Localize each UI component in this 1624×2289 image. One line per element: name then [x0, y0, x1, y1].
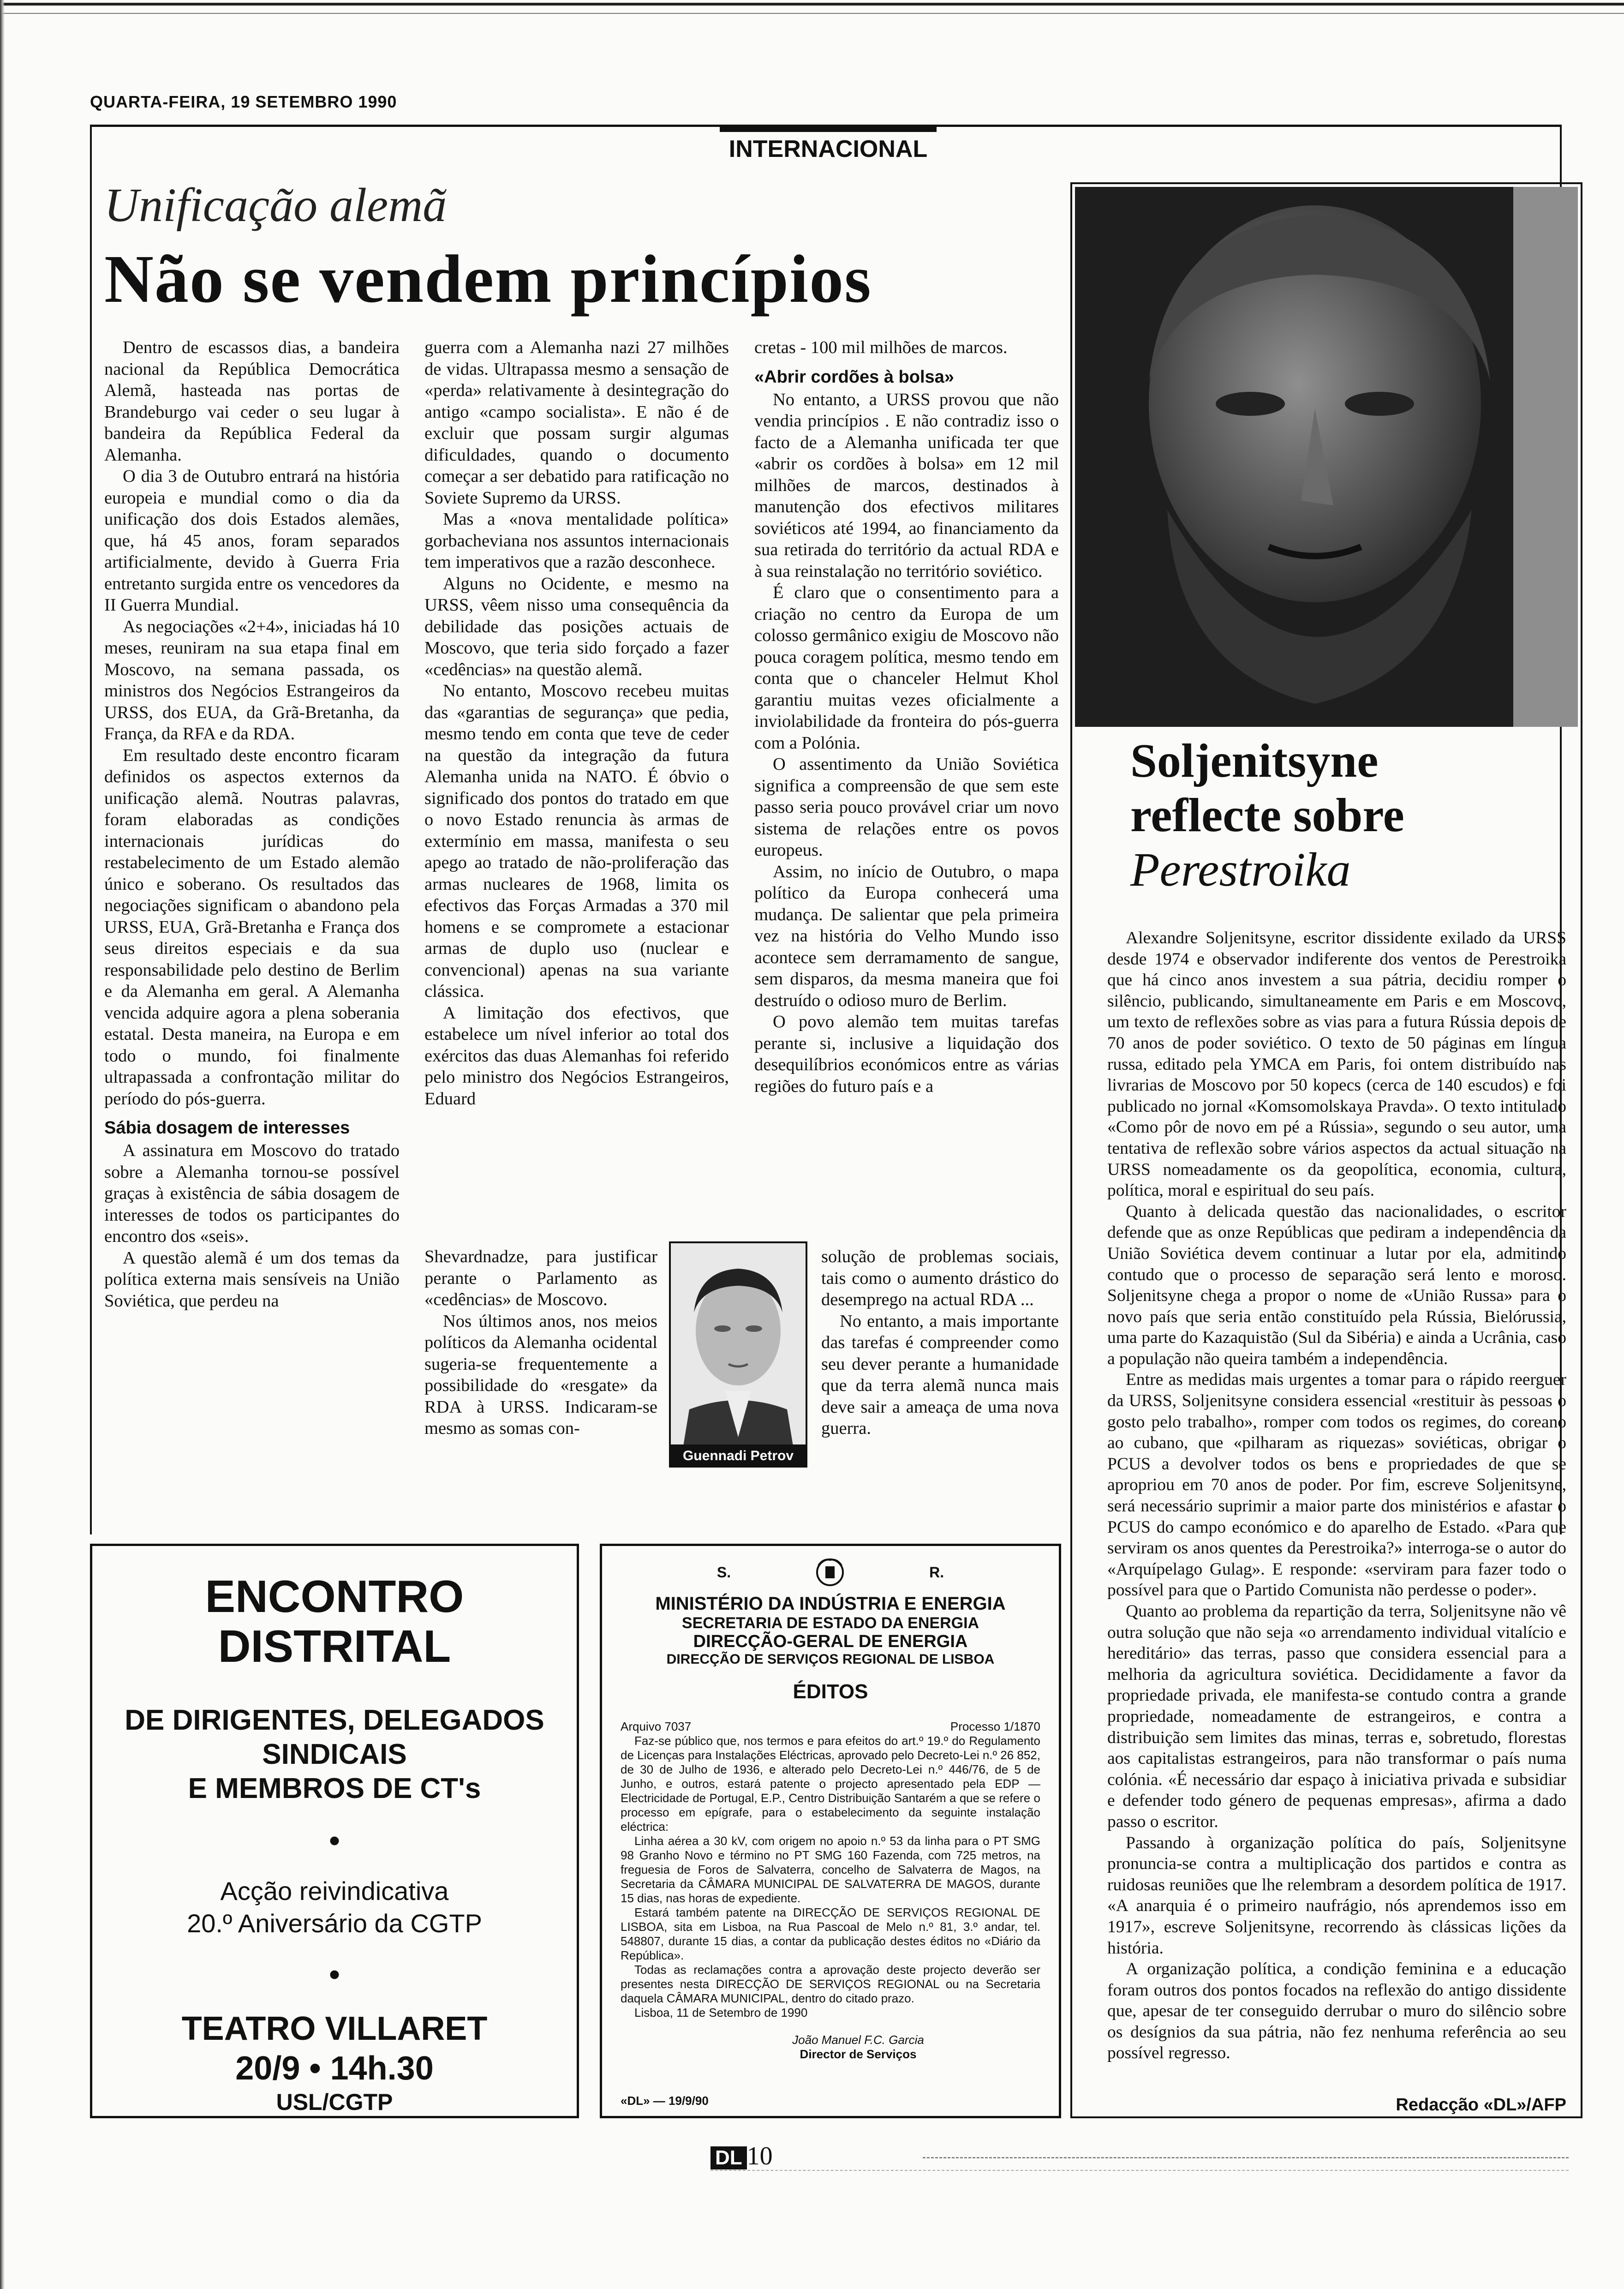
portrait-photo-soljenitsyne	[1075, 187, 1578, 727]
paragraph: Mas a «nova mentalidade política» gorbacheviana nos assuntos internacionais tem imperativos que a razão desconhece.	[424, 509, 729, 572]
scan-edge	[0, 0, 5, 2289]
paragraph: Alexandre Soljenitsyne, escritor dissidente exilado da URSS desde 1974 e observador indiferente dos ventos de Perestroika que há cinco anos investem a sua pátria, decidiu romper o silêncio, publicando, simultaneamente em Paris e em Moscovo, um texto de reflexões sobre as vias para a futura Rússia depois de 70 anos de poder soviético. O texto de 50 páginas em língua russa, editado pela YMCA em Paris, foi ontem distribuído nas livrarias de Moscovo por 50 kopecs (cerca de 140 escudos) e foi publicado no jornal «Komsomolskaya Pravda». O texto intitulado «Como pôr de novo em pé a Rússia», segundo o seu autor, uma tentativa de reflexão sobre vários aspectos da actual situação na URSS nomeadamente os da geopolítica, economia, cultura, política, moral e espiritual do seu país.	[1107, 929, 1566, 1200]
emblem-row	[602, 1556, 1059, 1588]
page-number-value: 10	[746, 2142, 773, 2170]
signer-role: Director de Serviços	[800, 2047, 917, 2061]
scan-noise	[923, 2151, 1569, 2158]
article-column-1	[104, 337, 400, 1312]
signer-name: João Manuel F.C. Garcia	[792, 2033, 924, 2047]
ad-title-line: DISTRITAL	[218, 1621, 451, 1672]
notice-body	[621, 1734, 1040, 2020]
paragraph: No entanto, a mais importante das tarefas é compreender como seu dever perante a humanidade que da terra alemã nunca mais deve sair a ameaça de uma nova guerra.	[821, 1311, 1059, 1438]
process-number: Processo 1/1870	[950, 1720, 1040, 1733]
paragraph: Dentro de escassos dias, a bandeira nacional da República Democrática Alemã, hasteada nas portas de Brandeburgo vai ceder o seu lugar à bandeira da República Federal da Alemanha.	[104, 338, 400, 465]
ad-editos	[600, 1544, 1061, 2118]
paragraph: solução de problemas sociais, tais como o aumento drástico do desemprego na actual RDA ...	[821, 1247, 1059, 1309]
paragraph: O assentimento da União Soviética significa a compreensão de que sem este passo seria pouco provável criar um novo sistema de relações entre os povos europeus.	[754, 755, 1059, 860]
bullet-icon: •	[328, 1822, 340, 1858]
paragraph: Nos últimos anos, nos meios políticos da Alemanha ocidental sugeria-se frequentemente a possibilidade do «resgate» da RDA à URSS. Indicaram-se mesmo as somas con-	[424, 1311, 657, 1438]
ad-venue-name: TEATRO VILLARET	[181, 2010, 488, 2047]
paragraph: Quanto ao problema da repartição da terra, Soljenitsyne não vê outra solução que não seja «o arrendamento individual vitalício e hereditário» das terras, passo que considera essencial para a melhoria da agricultura soviética. Decididamente a favor da propriedade privada, ele manifesta-se contudo contra a grande propriedade, nomeadamente de estrangeiros, e contra a distribuição sem limites das minas, terras e, sobretudo, florestas aos capitalistas estrangeiros, para não transformar o país numa colónia. «É necessário dar espaço à iniciativa privada e subsidiar e defender todo género de pequenas empresas», afirma a dado passo o escritor.	[1107, 1602, 1566, 1831]
ad-title	[92, 1571, 577, 1671]
paragraph: Quanto à delicada questão das nacionalidades, o escritor defende que as onze Repúblicas que pediram a independência da União Soviética devem continuar a lutar por ela, admitindo contudo que o processo de separação será lento e moroso. Soljenitsyne chega a propor o nome de «União Russa» para o novo país que seria então constituído pela Rússia, Bielórussia, uma parte do Kazaquistão (Sul da Sibéria) e ainda a Ucrânia, caso a população não queira também a independência.	[1107, 1202, 1566, 1368]
service-name: DIRECÇÃO DE SERVIÇOS REGIONAL DE LISBOA	[666, 1652, 995, 1667]
ad-subtitle-line: SINDICAIS	[262, 1738, 407, 1770]
ad-organizer: USL/CGTP	[276, 2089, 393, 2115]
publication-ref: «DL» — 19/9/90	[621, 2094, 709, 2108]
emblem-letter: S.	[716, 1564, 731, 1581]
paragraph: O dia 3 de Outubro entrará na história europeia e mundial como o dia da unificação dos dois Estados alemães, que, há 45 anos, foram separados artificialmente, devido à Guerra Fria entretanto surgida entre os vencedores da II Guerra Mundial.	[104, 467, 400, 615]
notice-title: ÉDITOS	[793, 1680, 868, 1703]
paragraph: Alguns no Ocidente, e mesmo na URSS, vêem nisso uma consequência da debilidade das posições actuais de Moscovo, que teria sido forçado a fazer «cedências» na questão alemã.	[424, 574, 729, 679]
portrait-image	[671, 1243, 806, 1466]
sidebar-title-line: Soljenitsyne	[1130, 734, 1379, 787]
ad-agenda-line: 20.º Aniversário da CGTP	[187, 1909, 482, 1938]
paragraph: guerra com a Alemanha nazi 27 milhões de vidas. Ultrapassa mesmo a sensação de «perda» relativamente à desintegração do antigo «campo socialista». E não é de excluir que possam surgir algumas dificuldades, quando o documento começar a ser debatido para ratificação no Soviete Supremo da URSS.	[424, 338, 729, 508]
sidebar-title-line: Perestroika	[1130, 843, 1351, 896]
paragraph: A limitação dos efectivos, que estabelece um nível inferior ao total dos exércitos das duas Alemanhas foi referido pelo ministro dos Negócios Estrangeiros, Eduard	[424, 1003, 729, 1109]
article-column-2-lower	[424, 1246, 657, 1439]
scan-noise	[710, 2169, 1569, 2171]
subheading: Sábia dosagem de interesses	[104, 1118, 350, 1138]
newspaper-logo: DL	[710, 2146, 747, 2169]
ad-subtitle-line: E MEMBROS DE CT's	[188, 1773, 481, 1804]
sidebar-credit: Redacção «DL»/AFP	[1396, 2095, 1566, 2115]
directorate-name: DIRECÇÃO-GERAL DE ENERGIA	[693, 1632, 968, 1651]
paragraph: Lisboa, 11 de Setembro de 1990	[634, 2006, 808, 2019]
ad-encontro-distrital	[90, 1544, 579, 2118]
file-reference	[621, 1720, 1040, 1734]
ad-title-line: ENCONTRO	[205, 1571, 464, 1622]
portrait-photo-petrov	[669, 1241, 807, 1468]
ministry-name: MINISTÉRIO DA INDÚSTRIA E ENERGIA	[655, 1594, 1006, 1614]
paragraph: Em resultado deste encontro ficaram definidos os aspectos externos da unificação alemã. Noutras palavras, foram elaboradas as condições internacionais jurídicas do restabelecimento de um Estado alemão único e soberano. Os resultados das negociações significam o abandono pela URSS, EUA, Grã-Bretanha e França dos seus direitos especiais e da sua responsabilidade pelo destino de Berlim e da Alemanha em geral. A Alemanha vencida adquire agora a plena soberania estatal. Desta maneira, na Europa e em todo o mundo, foi finalmente ultrapassada a confrontação militar do período do pós-guerra.	[104, 745, 400, 1109]
paragraph: Assim, no início de Outubro, o mapa político da Europa conhecerá uma mudança. De salientar que pela primeira vez na história do Velho Mundo isso acontece sem derramamento de sangue, sem disparos, da mesma maneira que foi destruído o odioso muro de Berlim.	[754, 862, 1059, 1010]
article-column-2	[424, 337, 729, 1109]
paragraph: A questão alemã é um dos temas da política externa mais sensíveis na União Soviética, que perdeu na	[104, 1248, 400, 1311]
paragraph: cretas - 100 mil milhões de marcos.	[754, 338, 1008, 357]
paragraph: A assinatura em Moscovo do tratado sobre a Alemanha tornou-se possível graças à existência de sábia dosagem de interesses de todos os participantes do encontro dos «seis».	[104, 1141, 400, 1246]
archive-number: Arquivo 7037	[621, 1720, 692, 1733]
paragraph: As negociações «2+4», iniciadas há 10 meses, reuniram na sua etapa final em Moscovo, na semana passada, os ministros dos Negócios Estrangeiros da URSS, dos EUA, da Grã-Bretanha, da França, da RFA e da RDA.	[104, 617, 400, 743]
portrait-image	[1075, 187, 1578, 727]
paragraph: Shevardnadze, para justificar perante o Parlamento as «cedências» de Moscovo.	[424, 1247, 657, 1309]
article-kicker: Unificação alemã	[104, 179, 447, 232]
photo-caption: Guennadi Petrov	[669, 1444, 807, 1468]
ad-subtitle	[92, 1703, 577, 1806]
ad-venue	[92, 2009, 577, 2088]
article-column-3	[754, 337, 1059, 1097]
page-number	[710, 2141, 773, 2171]
paragraph: No entanto, a URSS provou que não vendia princípios . E não contradiz isso o facto de a Alemanha unificada ter que «abrir os cordões à bolsa» em 12 mil milhões de marcos, destinados à manutenção dos efectivos militares soviéticos até 1994, ao financiamento da sua retirada do território da actual RDA e à sua reinstalação no território soviético.	[754, 389, 1059, 581]
section-label: INTERNACIONAL	[720, 125, 937, 174]
paragraph: É claro que o consentimento para a criação no centro da Europa de um colosso germânico exigiu de Moscovo não pouca coragem política, mesmo tendo em conta que o chanceler Helmut Khol garantiu muitas vezes oficialmente a inviolabilidade da fronteira do pós-guerra com a Polónia.	[754, 583, 1059, 753]
coat-of-arms-icon	[814, 1556, 846, 1588]
paragraph: Faz-se público que, nos termos e para efeitos do art.º 19.º do Regulamento de Licenças para Instalações Eléctricas, aprovado pelo Decreto-Lei n.º 26 852, de 30 de Julho de 1936, e alterado pelo Decreto-Lei n.º 446/76, de 5 de Junho, e outros, estará patente o projecto apresentado pela EDP — Electricidade de Portugal, E.P., Centro Distribuição Santarém a que se refere o processo em epígrafe, para o estabelecimento da seguinte instalação eléctrica:	[621, 1734, 1040, 1834]
emblem-letter: R.	[929, 1564, 944, 1581]
ad-agenda	[92, 1875, 577, 1940]
paragraph: O povo alemão tem muitas tarefas perante si, inclusive a liquidação dos desequilíbrios económicos entre as várias regiões do futuro país e a	[754, 1012, 1059, 1096]
ad-venue-time: 20/9 • 14h.30	[235, 2050, 434, 2087]
bullet-icon: •	[328, 1956, 340, 1992]
sidebar-headline	[1130, 734, 1404, 897]
paragraph: Todas as reclamações contra a aprovação deste projecto deverão ser presentes nesta DIRECÇÃO DE SERVIÇOS REGIONAL ou na Secretaria daquela CÂMARA MUNICIPAL, dentro do citado prazo.	[621, 1963, 1040, 2005]
article-column-3-lower	[821, 1246, 1059, 1439]
subheading: «Abrir cordões à bolsa»	[754, 367, 954, 387]
paragraph: Passando à organização política do país, Soljenitsyne pronuncia-se contra a multiplicação dos partidos e contra as ruidosas reuniões que lhe relembram a desordem política de 1917. «A anarquia é o primeiro naufrágio, nós aprendemos isso em 1917», escreve Soljenitsyne, recorrendo às clássicas lições da história.	[1107, 1833, 1566, 1958]
signature-block	[621, 2033, 1040, 2061]
ad-agenda-line: Acção reivindicativa	[220, 1876, 449, 1906]
top-rule-thin	[0, 13, 1624, 14]
paragraph: Estará também patente na DIRECÇÃO DE SERVIÇOS REGIONAL DE LISBOA, sita em Lisboa, na Rua Pascoal de Melo n.º 81, 3.º andar, tel. 548807, durante 15 dias, a contar da publicação destes éditos no «Diário da República».	[621, 1906, 1040, 1962]
paragraph: A organização política, a condição feminina e a educação foram outros dos pontos focados na reflexão do antigo dissidente que, apesar de ter conseguido derrubar o muro do silêncio sobre os desígnios da sua pátria, não fez nenhuma referência ao seu possível regresso.	[1107, 1959, 1566, 2063]
secretariat-name: SECRETARIA DE ESTADO DA ENERGIA	[681, 1614, 979, 1632]
sidebar-title-line: reflecte sobre	[1130, 789, 1404, 842]
paragraph: Entre as medidas mais urgentes a tomar para o rápido reerguer da URSS, Soljenitsyne considera essencial «restituir às pessoas o gosto pelo trabalho», romper com todos os regimes, do coreano ao cubano, que «pilharam as riquezas» soviéticas, obrigar o PCUS a devolver todos os bens e propriedades de que se apropriou em 70 anos de poder. Por fim, escreve Soljenitsyne, será necessário suprimir a maior parte dos ministérios e afastar o PCUS do campo económico e do aparelho de Estado. «Para que serviram os anos quentes da Perestroika?» interroga-se o autor do «Arquípelago Gulag». E responde: «serviram para fazer todo o possível para que o Partido Comunista não perdesse o poder».	[1107, 1370, 1566, 1600]
ad-subtitle-line: DE DIRIGENTES, DELEGADOS	[125, 1704, 544, 1736]
paragraph: Linha aérea a 30 kV, com origem no apoio n.º 53 da linha para o PT SMG 98 Granho Novo e término no PT SMG 160 Fazenda, com 725 metros, na freguesia de Foros de Salvaterra, concelho de Salvaterra de Magos, na Secretaria da CÂMARA MUNICIPAL DE SALVATERRA DE MAGOS, durante 15 dias, nas horas de expediente.	[621, 1834, 1040, 1905]
paragraph: No entanto, Moscovo recebeu muitas das «garantias de segurança» que pedia, mesmo tendo em conta que teve de ceder na questão da integração da futura Alemanha unida na NATO. É óbvio o significado dos pontos do tratado em que o novo Estado renuncia às armas de extermínio em massa, manifesta o seu apego ao tratado de não-proliferação das armas nucleares de 1968, limita os efectivos das Forças Armadas a 370 mil homens e se compromete a estacionar armas de duplo uso (nuclear e convencional) apenas na sua variante clássica.	[424, 681, 729, 1001]
article-headline: Não se vendem princípios	[104, 241, 872, 317]
top-rule	[0, 3, 1624, 6]
dateline: QUARTA-FEIRA, 19 SETEMBRO 1990	[90, 92, 397, 111]
sidebar-body	[1107, 928, 1566, 2064]
